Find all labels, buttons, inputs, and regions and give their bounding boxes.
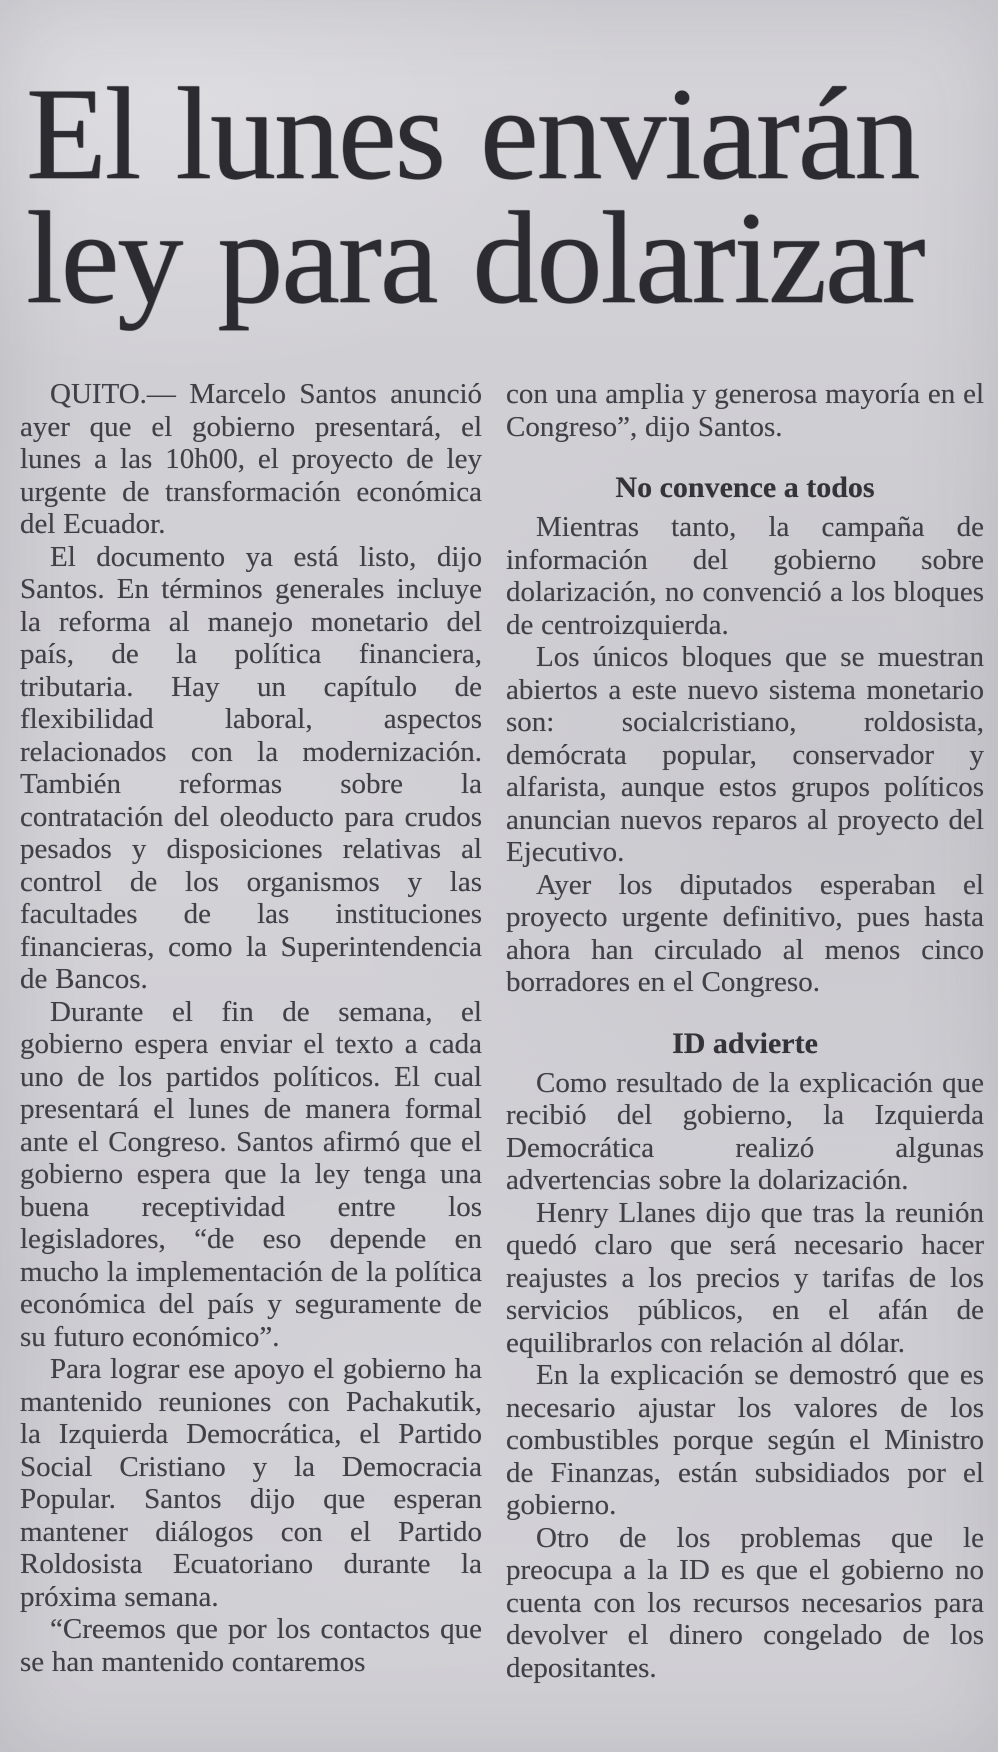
article-headline (0, 0, 998, 331)
paragraph: Como resultado de la explicación que recibió del gobierno, la Izquierda Democrática realizó algunas advertencias sobre la dolarización. (506, 1066, 984, 1196)
paragraph: “Creemos que por los contactos que se han mantenido contaremos (20, 1613, 482, 1678)
paragraph: Henry Llanes dijo que tras la reunión quedó claro que será necesario hacer reajustes a los precios y tarifas de los servicios públicos, en el afán de equilibrarlos con relación al dólar. (506, 1196, 984, 1359)
paragraph: El documento ya está listo, dijo Santos. En términos generales incluye la reforma al manejo monetario del país, de la política financiera, tributaria. Hay un capítulo de flexibilidad laboral, aspectos relacionados con la modernización. También reformas sobre la contratación del oleoducto para crudos pesados y disposiciones relativas al control de los organismos y las facultades de las instituciones financieras, como la Superintendencia de Bancos. (20, 540, 482, 995)
paragraph: Ayer los diputados esperaban el proyecto urgente definitivo, pues hasta ahora han circulado al menos cinco borradores en el Congreso. (506, 868, 984, 998)
paragraph: Otro de los problemas que le preocupa a la ID es que el gobierno no cuenta con los recursos necesarios para devolver el dinero congelado de los depositantes. (506, 1521, 984, 1684)
section-heading-no-convence: No convence a todos (615, 471, 875, 504)
paragraph-lead: QUITO.— Marcelo Santos anunció ayer que el gobierno presentará, el lunes a las 10h00, el proyecto de ley urgente de transformación económica del Ecuador. (20, 378, 482, 540)
paragraph: Mientras tanto, la campaña de información del gobierno sobre dolarización, no convenció a los bloques de centroizquierda. (506, 511, 984, 641)
paragraph-continuation: con una amplia y generosa mayoría en el Congreso”, dijo Santos. (506, 378, 984, 443)
section-heading-id-advierte: ID advierte (672, 1026, 818, 1060)
paragraph: Durante el fin de semana, el gobierno espera enviar el texto a cada uno de los partidos políticos. El cual presentará el lunes de manera formal ante el Congreso. Santos afirmó que el gobierno espera que la ley tenga una buena receptividad entre los legisladores, “de eso depende en mucho la implementación de la política económica del país y seguramente de su futuro económico”. (20, 995, 482, 1353)
right-column (506, 378, 984, 1684)
article-body (0, 320, 998, 1684)
headline-line-1: El lunes enviarán (26, 60, 919, 207)
paragraph: Los únicos bloques que se muestran abiertos a este nuevo sistema monetario son: socialcristiano, roldosista, demócrata popular, conservador y alfarista, aunque estos grupos políticos anuncian nuevos reparos al proyecto del Ejecutivo. (506, 641, 984, 868)
paragraph: En la explicación se demostró que es necesario ajustar los valores de los combustibles porque según el Ministro de Finanzas, están subsidiados por el gobierno. (506, 1359, 984, 1521)
headline-line-2: ley para dolarizar (26, 184, 924, 331)
left-column (20, 378, 482, 1684)
paragraph: Para lograr ese apoyo el gobierno ha mantenido reuniones con Pachakutik, la Izquierda Democrática, el Partido Social Cristiano y la Democracia Popular. Santos dijo que esperan mantener diálogos con el Partido Roldosista Ecuatoriano durante la próxima semana. (20, 1353, 482, 1613)
